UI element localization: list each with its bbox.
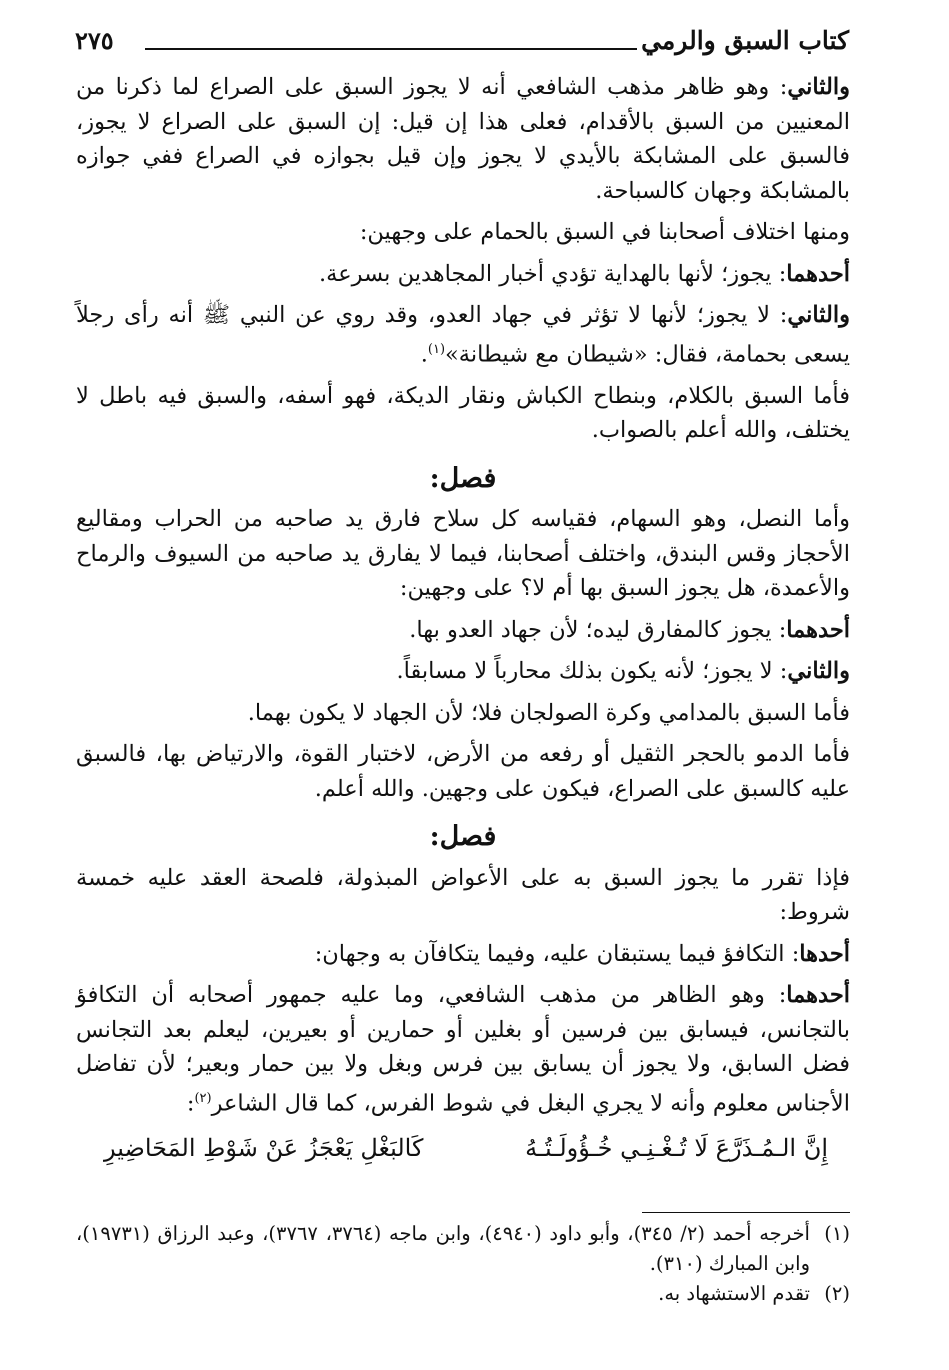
paragraph [76,613,850,648]
paragraph-lead: أحدهما [786,616,850,643]
paragraph-text: : وهو الظاهر من مذهب الشافعي، وما عليه جمهور أصحابه أن التكافؤ بالتجانس، فيسابق بين فرسين أو بغلين أو حمارين أو بعيرين، ليعلم بعد التجانس فضل السابق، ولا يجوز أن يسابق بين فرس وبغل ولا بين حمار وبعير؛ لأن تفاضل الأجناس معلوم وأنه لا يجري البغل في شوط الفرس، كما قال الشاعر [76,982,850,1116]
paragraph-lead: والثاني [787,658,850,684]
footnote-rule [642,1212,850,1213]
paragraph-end: . [420,341,428,367]
verse-second-hemistich: كَالبَغْلِ يَعْجَزُ عَنْ شَوْطِ المَحَاضِيرِ [104,1133,424,1162]
paragraph [76,937,850,972]
paragraph [76,257,850,292]
paragraph: ومنها اختلاف أصحابنا في السبق بالحمام على وجهين: [359,219,850,245]
paragraph-lead: أحدهما [786,982,850,1008]
footnote [76,1279,850,1309]
page-header [75,22,849,66]
running-title: كتاب السبق والرمي [641,26,849,55]
paragraph-text: : لا يجوز؛ لأنها لا تؤثر في جهاد العدو، وقد روي عن النبي ﷺ أنه رأى رجلاً يسعى بحمامة، فقال: «شيطان مع شيطانة» [76,302,850,367]
paragraph [76,978,850,1121]
page-number: ٢٧٥ [75,26,114,55]
footnote-ref: (١) [427,341,446,357]
paragraph-text: : التكافؤ فيما يستبقان عليه، وفيما يتكافآن به وجهان: [314,940,800,967]
paragraph-lead: أحدها [799,940,850,967]
footnote-ref: (٢) [194,1090,212,1106]
footnote-number: (١) [824,1222,850,1245]
paragraph [76,654,850,689]
header-rule [145,48,637,50]
paragraph-text: : لا يجوز؛ لأنه يكون بذلك محارباً لا مسابقاً. [396,658,788,684]
paragraph: فإذا تقرر ما يجوز السبق به على الأعواض المبذولة، فلصحة العقد عليه خمسة شروط: [76,864,850,925]
paragraph [76,70,850,208]
paragraph-text: : وهو ظاهر مذهب الشافعي أنه لا يجوز السبق على الصراع لما ذكرنا من المعنيين من السبق بالأقدام، فعلى هذا إن قيل: إن السبق على الصراع لا يجوز، فالسبق على المشابكة بالأيدي لا يجوز وإن قيل بجوازه في الصراع ففي جوازه بالمشابكة وجهان كالسباحة. [76,74,850,204]
paragraph: وأما النصل، وهو السهام، فقياسه كل سلاح فارق يد صاحبه من الحراب ومقاليع الأحجاز وقس البندق، واختلف أصحابنا، فيما لا يفارق يد صاحبه من السيوف والرماح والأعمدة، هل يجوز السبق بها أم لا؟ على وجهين: [76,506,850,601]
poetry-verse [76,1127,850,1166]
footnote-text: أخرجه أحمد (٢/ ٣٤٥)، وأبو داود (٤٩٤٠)، وابن ماجه (٣٧٦٤، ٣٧٦٧)، وعبد الرزاق (١٩٧٣١)، وابن المبارك (٣١٠). [76,1222,810,1275]
footnote-number: (٢) [824,1282,850,1305]
paragraph-end: : [186,1090,195,1116]
paragraph-text: : يجوز كالمفارق ليده؛ لأن جهاد العدو بها. [409,616,787,643]
paragraph: فأما السبق بالمدامي وكرة الصولجان فلا؛ لأن الجهاد لا يكون بهما. [247,699,850,726]
paragraph [76,298,850,372]
paragraph-lead: أحدهما [786,260,850,287]
section-heading: فصل: [429,821,497,852]
verse-first-hemistich: إِنَّ الـمُـذَرَّعَ لَا تُـغْـنِـي خُـؤُولَـتُـهُ [525,1133,828,1162]
paragraph: فأما الدمو بالحجر الثقيل أو رفعه من الأرض، لاختبار القوة، والارتياض بها، فالسبق عليه كالسبق على الصراع، فيكون على وجهين. والله أعلم. [76,741,850,802]
paragraph-text: : يجوز؛ لأنها بالهداية تؤدي أخبار المجاهدين بسرعة. [319,260,787,287]
footnotes [76,1212,850,1309]
paragraph-lead: والثاني [787,302,850,328]
paragraph-lead: والثاني [787,74,850,100]
footnote [76,1219,850,1279]
section-heading: فصل: [429,462,497,494]
paragraph: فأما السبق بالكلام، وبنطاح الكباش ونقار الديكة، فهو أسفه، والسبق فيه باطل لا يختلف، والله أعلم بالصواب. [76,382,850,443]
main-text [76,70,850,1165]
footnote-text: تقدم الاستشهاد به. [658,1282,810,1305]
